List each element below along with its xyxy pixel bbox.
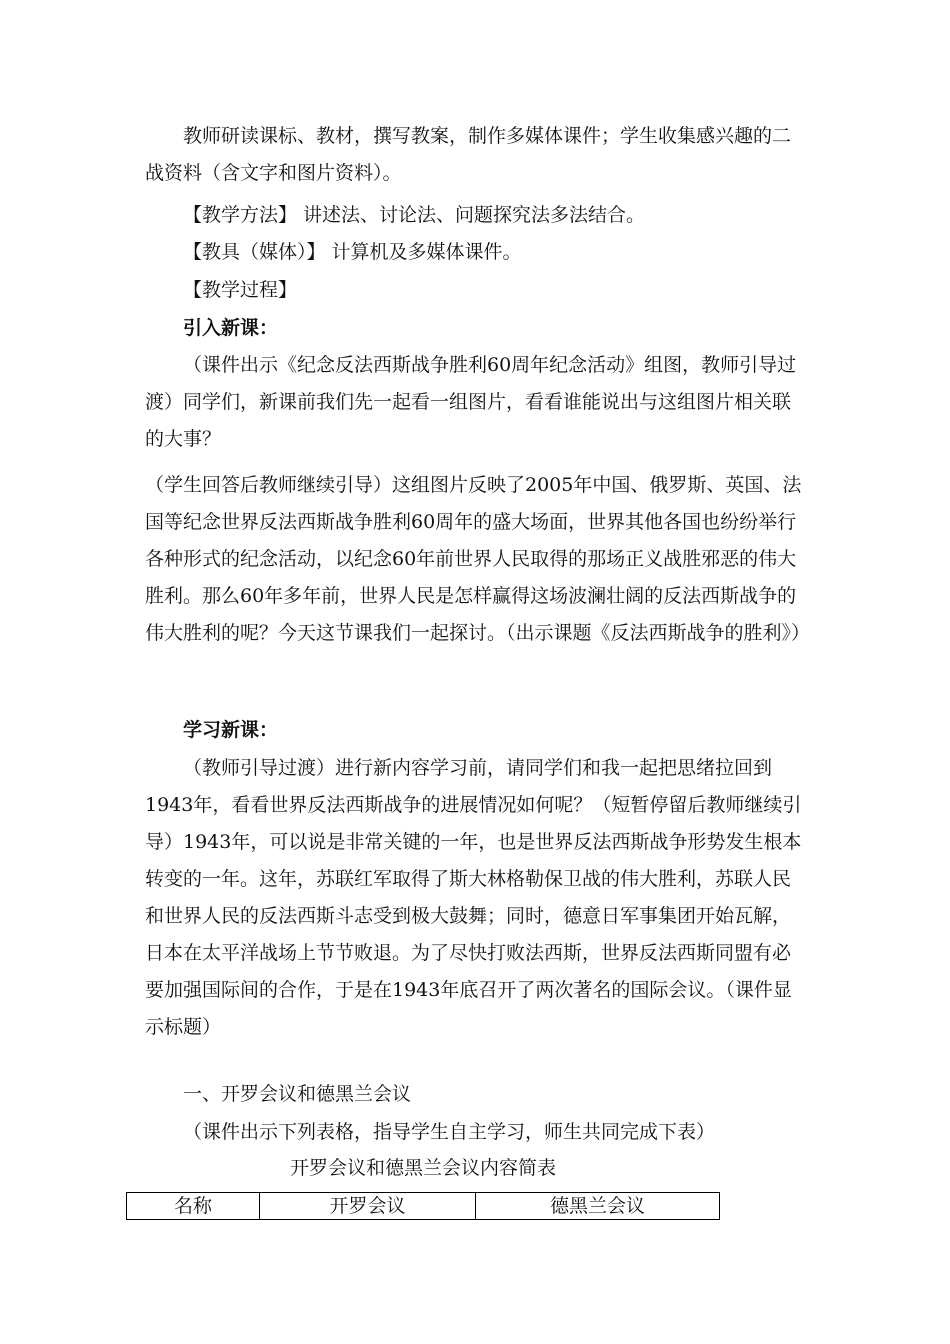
teaching-tools-text: 计算机及多媒体课件。	[325, 241, 522, 263]
teaching-method-line	[145, 197, 805, 234]
header-cell-tehran: 德黑兰会议	[476, 1193, 720, 1220]
intro-heading: 引入新课：	[183, 317, 279, 339]
teaching-tools-line	[145, 234, 805, 271]
teaching-method-label: 【教学方法】	[183, 204, 298, 226]
header-cell-name: 名称	[127, 1193, 260, 1220]
section-1-note: （课件出示下列表格，指导学生自主学习，师生共同完成下表）	[183, 1121, 716, 1143]
intro-paragraph-2: （学生回答后教师继续引导）这组图片反映了2005年中国、俄罗斯、英国、法国等纪念世界反法西斯战争胜利60周年的盛大场面，世界其他各国也纷纷举行各种形式的纪念活动，以纪念60年前世界人民取得的那场正义战胜邪恶的伟大胜利。那么60年多年前，世界人民是怎样赢得这场波澜壮阔的反法西斯战争的伟大胜利的呢？今天这节课我们一起探讨。（出示课题《反法西斯战争的胜利》）	[145, 474, 811, 644]
conference-summary-table	[126, 1192, 720, 1220]
table-caption: 开罗会议和德黑兰会议内容简表	[289, 1157, 556, 1179]
intro-paragraph-1: （课件出示《纪念反法西斯战争胜利60周年纪念活动》组图，教师引导过渡）同学们，新课前我们先一起看一组图片，看看谁能说出与这组图片相关联的大事？	[145, 354, 797, 450]
learn-heading: 学习新课：	[183, 719, 279, 741]
table-header-row	[127, 1193, 720, 1220]
prep-paragraph: 教师研读课标、教材，撰写教案，制作多媒体课件；学生收集感兴趣的二战资料（含文字和图片资料）。	[145, 125, 792, 184]
teaching-process-label: 【教学过程】	[183, 279, 298, 301]
teaching-method-text: 讲述法、讨论法、问题探究法多法结合。	[297, 204, 646, 226]
teaching-tools-label: 【教具（媒体）】	[183, 241, 326, 263]
header-cell-cairo: 开罗会议	[260, 1193, 476, 1220]
section-1-title: 一、开罗会议和德黑兰会议	[183, 1083, 412, 1105]
learn-paragraph-1: （教师引导过渡）进行新内容学习前，请同学们和我一起把思绪拉回到1943年，看看世界反法西斯战争的进展情况如何呢？（短暂停留后教师继续引导）1943年，可以说是非常关键的一年，也是世界反法西斯战争形势发生根本转变的一年。这年，苏联红军取得了斯大林格勒保卫战的伟大胜利，苏联人民和世界人民的反法西斯斗志受到极大鼓舞；同时，德意日军事集团开始瓦解，日本在太平洋战场上节节败退。为了尽快打败法西斯，世界反法西斯同盟有必要加强国际间的合作，于是在1943年底召开了两次著名的国际会议。（课件显示标题）	[145, 757, 802, 1038]
